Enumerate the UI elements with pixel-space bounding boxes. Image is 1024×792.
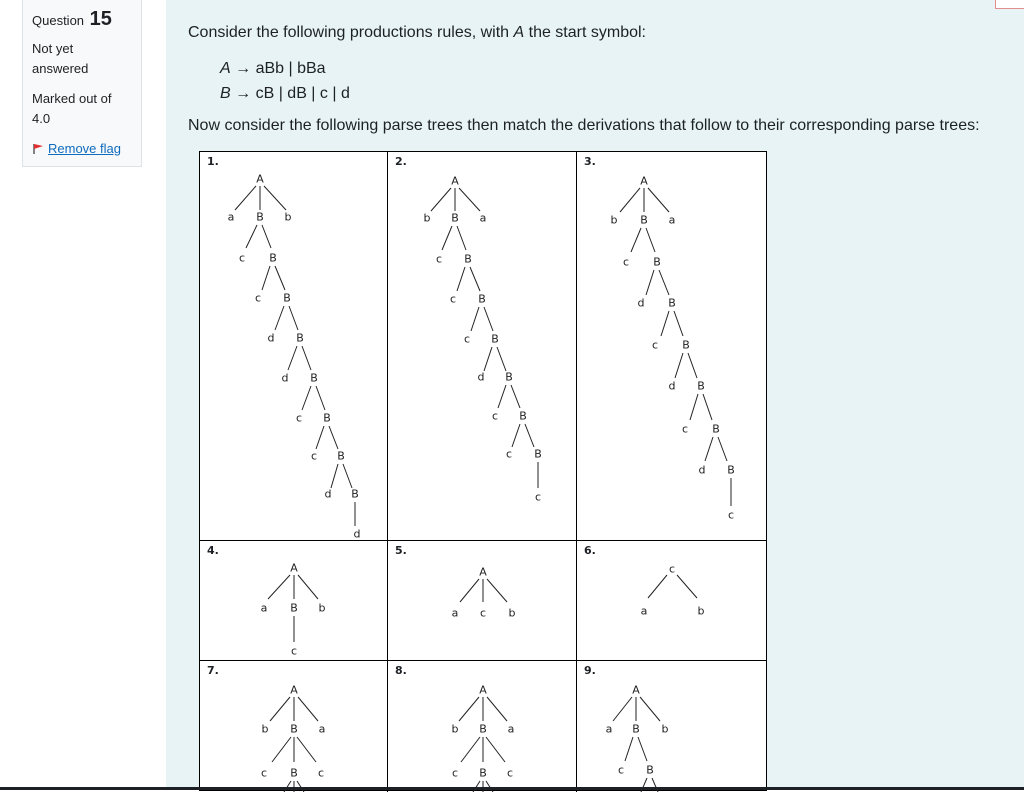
tree-label-9: 9. (584, 664, 596, 677)
svg-text:A: A (290, 561, 298, 575)
question-label: Question (32, 13, 85, 28)
tree-label-6: 6. (584, 544, 596, 557)
svg-text:A: A (290, 683, 298, 697)
svg-text:a: a (318, 722, 326, 736)
svg-text:B: B (290, 601, 298, 615)
svg-text:c: c (651, 338, 659, 352)
svg-text:B: B (478, 292, 486, 306)
tree-cell-9 (577, 661, 766, 792)
question-instruction: Now consider the following parse trees then match the derivations that follow to their corresponding parse trees: (188, 117, 980, 134)
svg-text:B: B (269, 251, 277, 265)
svg-text:a: a (260, 601, 268, 615)
tree-label-2: 2. (395, 155, 407, 168)
svg-text:b: b (284, 210, 292, 224)
svg-text:B: B (640, 213, 648, 227)
svg-text:A: A (451, 174, 459, 188)
svg-text:A: A (640, 174, 648, 188)
question-number-value: 15 (89, 8, 112, 30)
svg-text:B: B (310, 371, 318, 385)
svg-text:B: B (491, 332, 499, 346)
parse-tree-6 (577, 541, 766, 661)
tree-label-3: 3. (584, 155, 596, 168)
svg-text:B: B (534, 447, 542, 461)
tree-label-5: 5. (395, 544, 407, 557)
svg-text:c: c (491, 409, 499, 423)
svg-text:c: c (506, 766, 514, 780)
svg-text:d: d (281, 371, 289, 385)
svg-text:b: b (451, 722, 459, 736)
svg-text:a: a (668, 213, 676, 227)
tree-cell-2 (388, 152, 577, 541)
svg-text:c: c (260, 766, 268, 780)
tree-cell-1 (200, 152, 388, 541)
svg-text:a: a (605, 722, 613, 736)
svg-text:B: B (283, 291, 291, 305)
svg-text:c: c (254, 291, 262, 305)
parse-tree-5 (388, 541, 577, 661)
tree-cell-4 (200, 541, 388, 661)
svg-text:a: a (640, 604, 648, 618)
parse-tree-7 (200, 661, 388, 792)
intro-suffix: the start symbol: (524, 24, 646, 41)
svg-text:b: b (661, 722, 669, 736)
svg-text:b: b (423, 211, 431, 225)
svg-text:B: B (464, 252, 472, 266)
svg-text:c: c (668, 562, 676, 576)
tree-label-1: 1. (207, 155, 219, 168)
svg-text:c: c (310, 449, 318, 463)
svg-text:B: B (337, 449, 345, 463)
svg-text:d: d (637, 296, 645, 310)
tree-label-4: 4. (207, 544, 219, 557)
svg-text:d: d (267, 331, 275, 345)
svg-text:B: B (653, 255, 661, 269)
svg-text:A: A (479, 565, 487, 579)
svg-text:c: c (727, 508, 735, 522)
svg-text:a: a (507, 722, 515, 736)
tree-cell-7 (200, 661, 388, 792)
remove-flag-button[interactable] (32, 141, 132, 156)
tree-label-8: 8. (395, 664, 407, 677)
svg-text:d: d (353, 527, 361, 541)
svg-text:c: c (681, 422, 689, 436)
svg-text:c: c (505, 447, 513, 461)
svg-text:b: b (261, 722, 269, 736)
svg-text:a: a (451, 606, 459, 620)
svg-text:d: d (668, 379, 676, 393)
rule2-arrow: → (235, 85, 252, 102)
svg-text:c: c (449, 292, 457, 306)
svg-text:B: B (697, 379, 705, 393)
remove-flag-label[interactable]: Remove flag (48, 141, 121, 156)
svg-text:c: c (295, 411, 303, 425)
parse-tree-8 (388, 661, 577, 792)
svg-text:B: B (479, 722, 487, 736)
rule1-arrow: → (235, 60, 252, 77)
svg-text:c: c (534, 490, 542, 504)
svg-text:B: B (323, 411, 331, 425)
svg-text:B: B (451, 211, 459, 225)
svg-text:d: d (324, 487, 332, 501)
rule2-lhs: B (220, 85, 231, 102)
parse-tree-3 (577, 152, 766, 541)
rule1-rhs: aBb | bBa (251, 60, 326, 77)
rule2-rhs: cB | dB | c | d (251, 85, 350, 102)
svg-text:B: B (632, 722, 640, 736)
parse-tree-2 (388, 152, 577, 541)
svg-text:c: c (317, 766, 325, 780)
svg-text:c: c (463, 332, 471, 346)
svg-text:B: B (296, 331, 304, 345)
svg-text:A: A (479, 683, 487, 697)
svg-text:c: c (435, 252, 443, 266)
tree-label-7: 7. (207, 664, 219, 677)
svg-text:B: B (256, 210, 264, 224)
svg-text:b: b (697, 604, 705, 618)
svg-text:c: c (617, 763, 625, 777)
parse-tree-1 (200, 152, 388, 541)
svg-text:A: A (632, 683, 640, 697)
svg-text:b: b (508, 606, 516, 620)
svg-text:c: c (479, 606, 487, 620)
svg-text:c: c (238, 251, 246, 265)
parse-trees-image (199, 151, 767, 791)
production-rule-b (220, 85, 350, 103)
question-intro (188, 24, 646, 42)
svg-text:B: B (712, 422, 720, 436)
svg-text:c: c (290, 644, 298, 658)
question-grade: Marked out of 4.0 (32, 91, 112, 126)
parse-tree-9 (577, 661, 766, 792)
parse-tree-4 (200, 541, 388, 661)
top-right-box (995, 0, 1024, 9)
svg-text:A: A (256, 172, 264, 186)
question-number (32, 8, 132, 31)
production-rule-a (220, 60, 326, 78)
question-info-panel (22, 0, 142, 167)
svg-text:B: B (351, 487, 359, 501)
svg-text:B: B (290, 722, 298, 736)
svg-text:a: a (479, 211, 487, 225)
flag-icon (32, 143, 44, 155)
intro-prefix: Consider the following productions rules, with (188, 24, 514, 41)
svg-text:b: b (318, 601, 326, 615)
question-state: Not yet answered (32, 41, 89, 76)
svg-text:a: a (227, 210, 235, 224)
tree-cell-6 (577, 541, 766, 661)
svg-text:B: B (682, 338, 690, 352)
svg-text:B: B (479, 766, 487, 780)
svg-text:B: B (668, 296, 676, 310)
svg-text:c: c (451, 766, 459, 780)
intro-symbol: A (513, 24, 525, 41)
tree-cell-8 (388, 661, 577, 792)
svg-text:d: d (698, 463, 706, 477)
svg-text:B: B (727, 463, 735, 477)
svg-text:B: B (505, 370, 513, 384)
svg-text:B: B (290, 766, 298, 780)
svg-text:B: B (646, 763, 654, 777)
rule1-lhs: A (220, 60, 231, 77)
tree-cell-3 (577, 152, 766, 541)
tree-cell-5 (388, 541, 577, 661)
svg-text:B: B (519, 409, 527, 423)
svg-text:b: b (610, 213, 618, 227)
svg-text:d: d (477, 370, 485, 384)
svg-text:c: c (622, 255, 630, 269)
